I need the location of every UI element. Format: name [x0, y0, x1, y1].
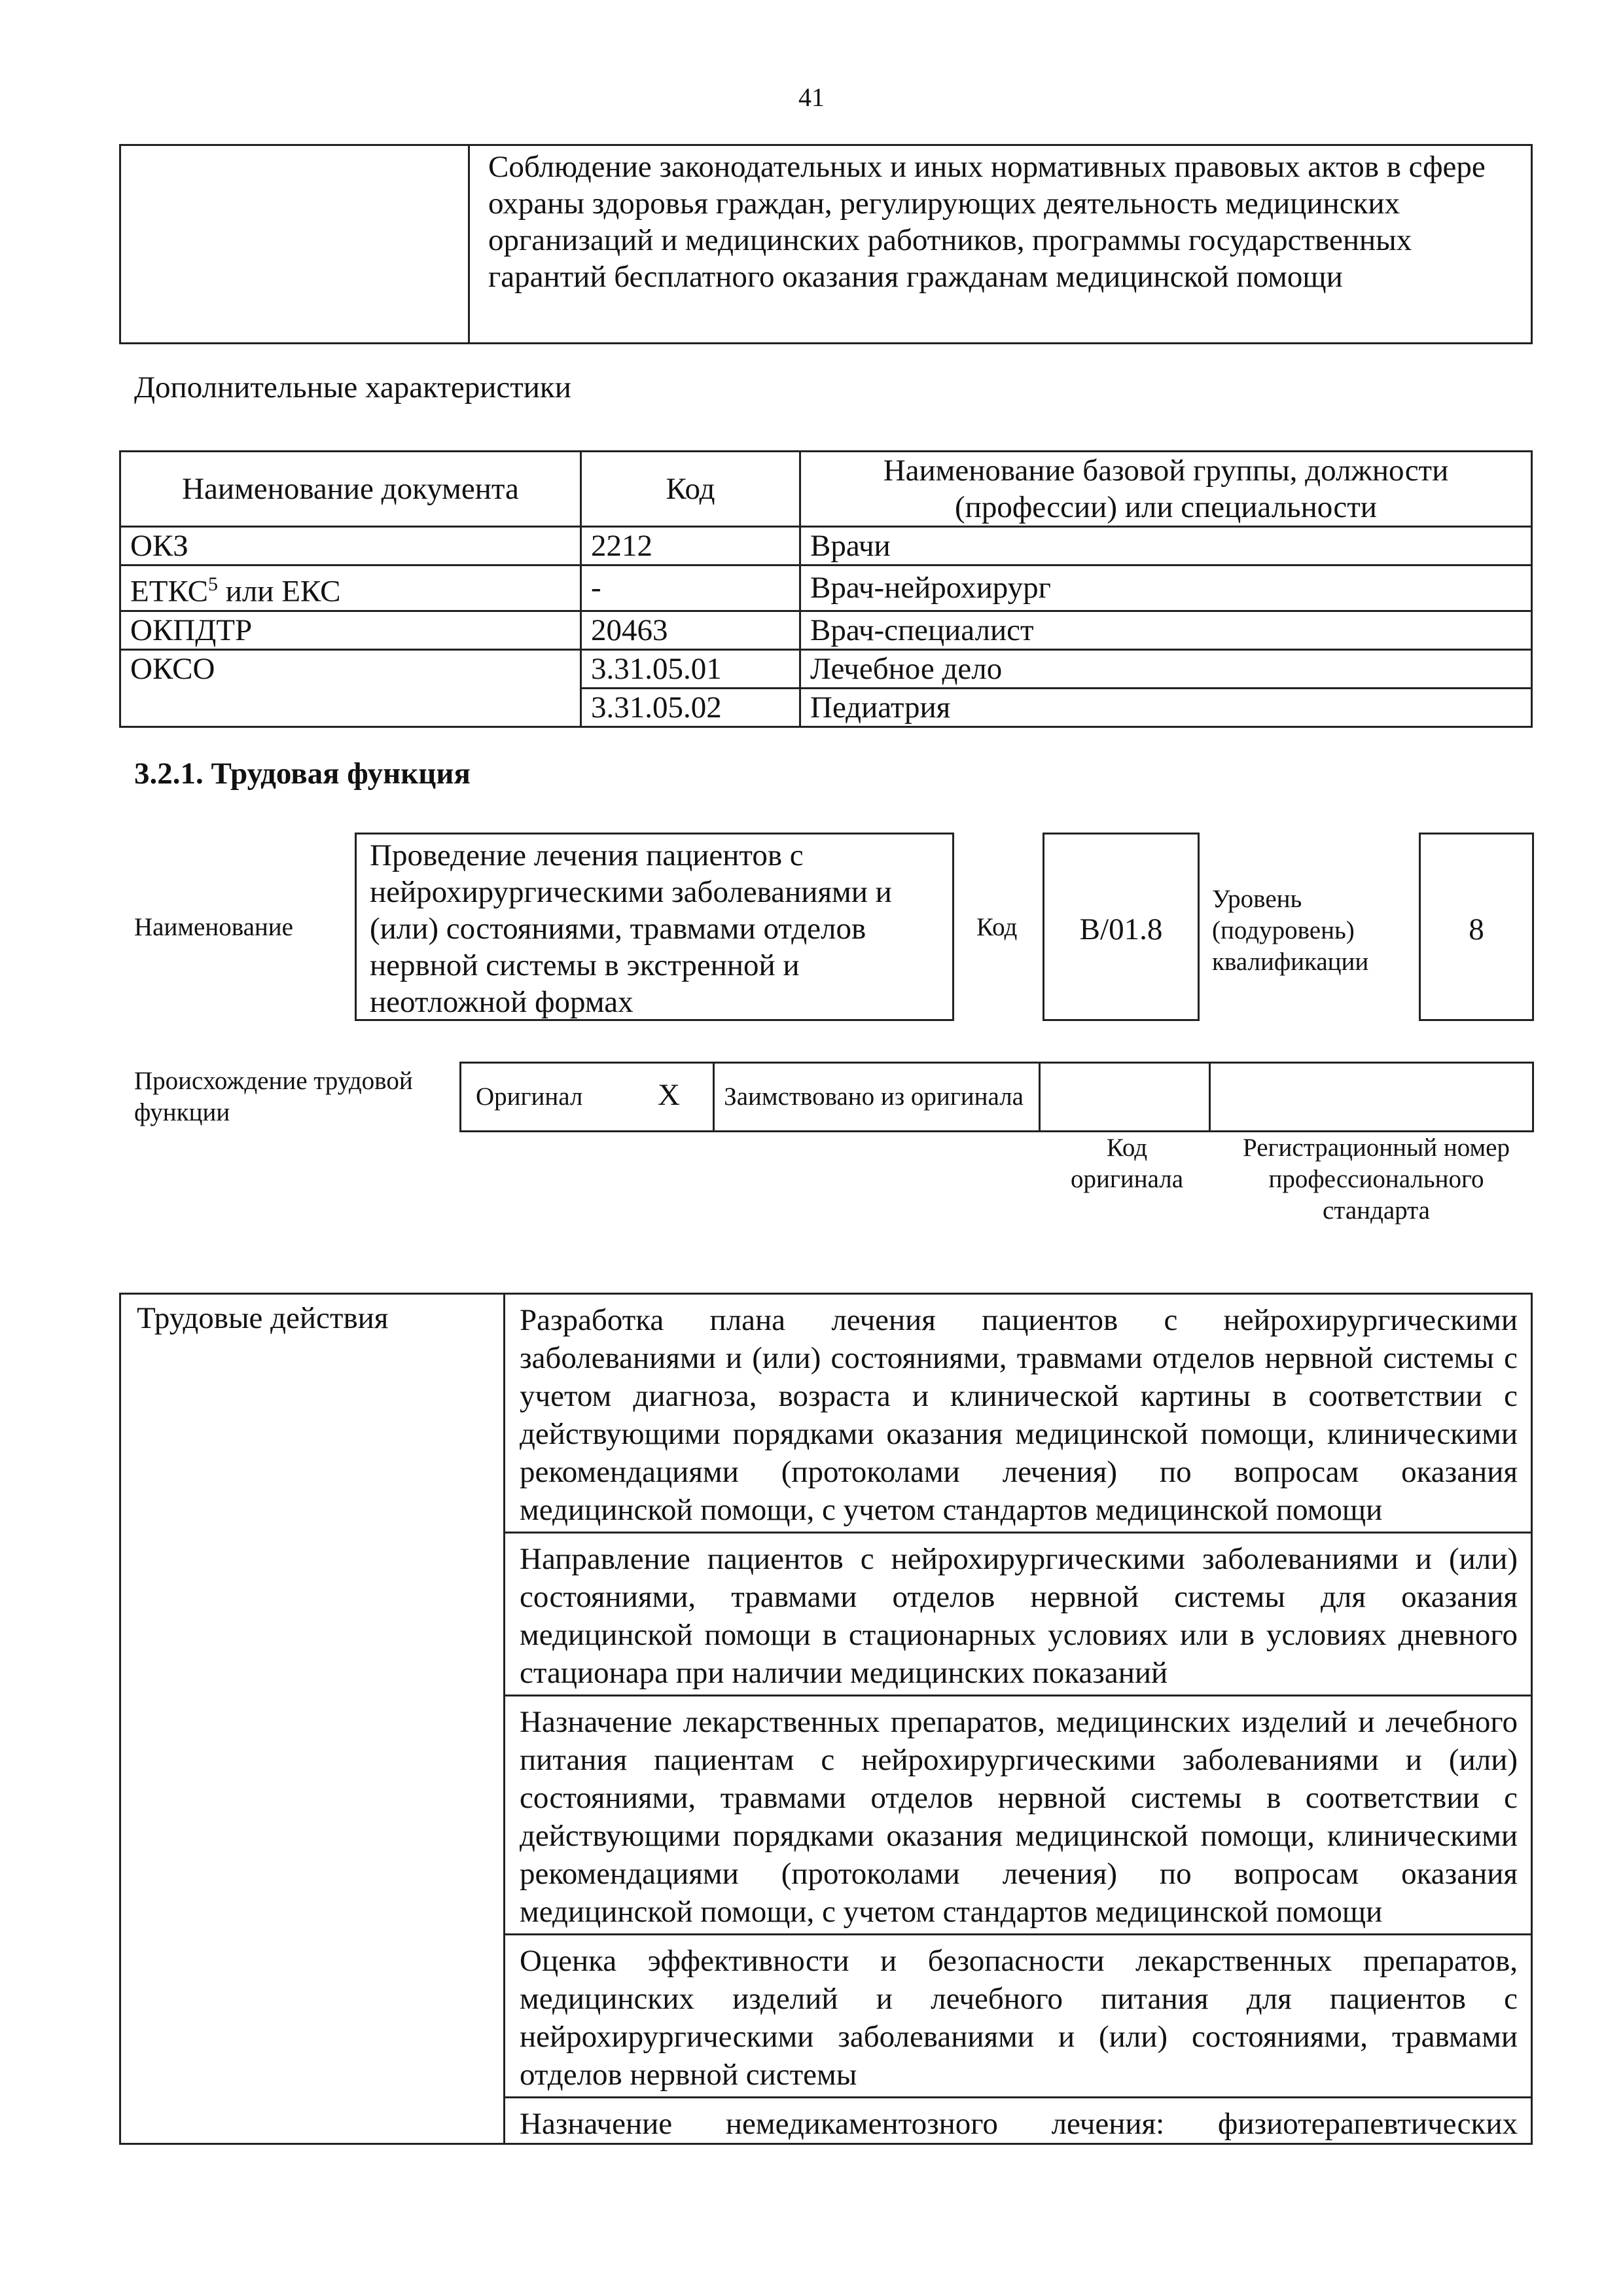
cell-code: 20463 [581, 611, 800, 649]
labor-function-code: B/01.8 [1043, 833, 1200, 1021]
cell-code: 2212 [581, 527, 800, 565]
cell-code: - [581, 565, 800, 611]
table-cell-requirement: Соблюдение законодательных и иных нормативных правовых актов в сфере охраны здоровья граждан, регулирующих деятельность медицинских организаций и медицинских работников, программы государственных гарантий бесплатного оказания гражданам медицинской помощи [469, 145, 1532, 344]
labor-action-item: Разработка плана лечения пациентов с нейрохирургическими заболеваниями и (или) состояниями, травмами отделов нервной системы с учетом диагноза, возраста и клинической картины в соответствии с действующими порядками оказания медицинской помощи, клиническими рекомендациями (протоколами лечения) по вопросам оказания медицинской помощи, с учетом стандартов медицинской помощи [505, 1294, 1532, 1533]
original-cell [461, 1063, 714, 1132]
cell-name: Врач-специалист [800, 611, 1532, 649]
table-row [461, 1063, 1533, 1132]
registration-number-caption: Регистрационный номер профессионального стандарта [1243, 1134, 1510, 1225]
cell-name: Врачи [800, 527, 1532, 565]
origin-label: Происхождение трудовой функции [134, 1067, 413, 1126]
section-title: 3.2.1. Трудовая функция [134, 757, 471, 791]
original-code-cell [1040, 1063, 1210, 1132]
cell-doc: ОКЗ [120, 527, 581, 565]
table-row [120, 527, 1532, 565]
header-code: Код [581, 452, 800, 527]
doc-eks: или ЕКС [217, 574, 341, 609]
original-code-caption: Код оригинала [1070, 1134, 1184, 1193]
cell-code: 3.31.05.01 [581, 649, 800, 688]
doc-etks: ЕТКС [130, 574, 208, 609]
footnote-mark: 5 [207, 573, 218, 595]
labor-action-item [505, 2098, 1532, 2144]
table-row [120, 145, 1532, 344]
header-doc-name: Наименование документа [120, 452, 581, 527]
borrowed-label: Заимствовано из оригинала [714, 1063, 1040, 1132]
origin-table [459, 1062, 1534, 1132]
qualification-level-label: Уровень (подуровень) квалификации [1212, 885, 1369, 976]
continuation-table [119, 144, 1533, 344]
cell-doc [120, 565, 581, 611]
table-row [120, 649, 1532, 688]
table-cell-empty [120, 145, 469, 344]
labor-actions-label: Трудовые действия [120, 1294, 505, 2144]
original-mark: X [658, 1078, 680, 1112]
original-label: Оригинал [476, 1083, 583, 1111]
extra-characteristics-table [119, 450, 1533, 728]
page-number: 41 [798, 82, 825, 112]
cell-code: 3.31.05.02 [581, 688, 800, 726]
registration-number-cell [1210, 1063, 1533, 1132]
code-label: Код [976, 913, 1018, 941]
cell-doc: ОКСО [120, 649, 581, 726]
labor-action-item: Оценка эффективности и безопасности лекарственных препаратов, медицинских изделий и лечебного питания для пациентов с нейрохирургическими заболеваниями и (или) состояниями, травмами отделов нервной системы [505, 1935, 1532, 2098]
table-row [120, 611, 1532, 649]
labor-action-text: Назначение немедикаментозного лечения: физиотерапевтических [520, 2107, 1518, 2141]
extra-characteristics-title: Дополнительные характеристики [134, 370, 571, 404]
labor-function-name: Проведение лечения пациентов с нейрохирургическими заболеваниями и (или) состояниями, травмами отделов нервной системы в экстренной и неотложной формах [355, 833, 954, 1021]
cell-name: Врач-нейрохирург [800, 565, 1532, 611]
labor-action-item: Назначение лекарственных препаратов, медицинских изделий и лечебного питания пациентам с нейрохирургическими заболеваниями и (или) состояниями, травмами отделов нервной системы в соответствии с действующими порядками оказания медицинской помощи, клиническими рекомендациями (протоколами лечения) по вопросам оказания медицинской помощи, с учетом стандартов медицинской помощи [505, 1696, 1532, 1935]
table-row [120, 565, 1532, 611]
table-header-row [120, 452, 1532, 527]
cell-name: Лечебное дело [800, 649, 1532, 688]
cell-doc: ОКПДТР [120, 611, 581, 649]
labor-action-item: Направление пациентов с нейрохирургическими заболеваниями и (или) состояниями, травмами отделов нервной системы для оказания медицинской помощи в стационарных условиях или в условиях дневного стационара при наличии медицинских показаний [505, 1533, 1532, 1696]
table-row [120, 1294, 1532, 1533]
labor-actions-table [119, 1293, 1533, 2145]
cell-name: Педиатрия [800, 688, 1532, 726]
header-group-name: Наименование базовой группы, должности (профессии) или специальности [800, 452, 1532, 527]
qualification-level-value: 8 [1419, 833, 1534, 1021]
name-label: Наименование [134, 913, 293, 941]
